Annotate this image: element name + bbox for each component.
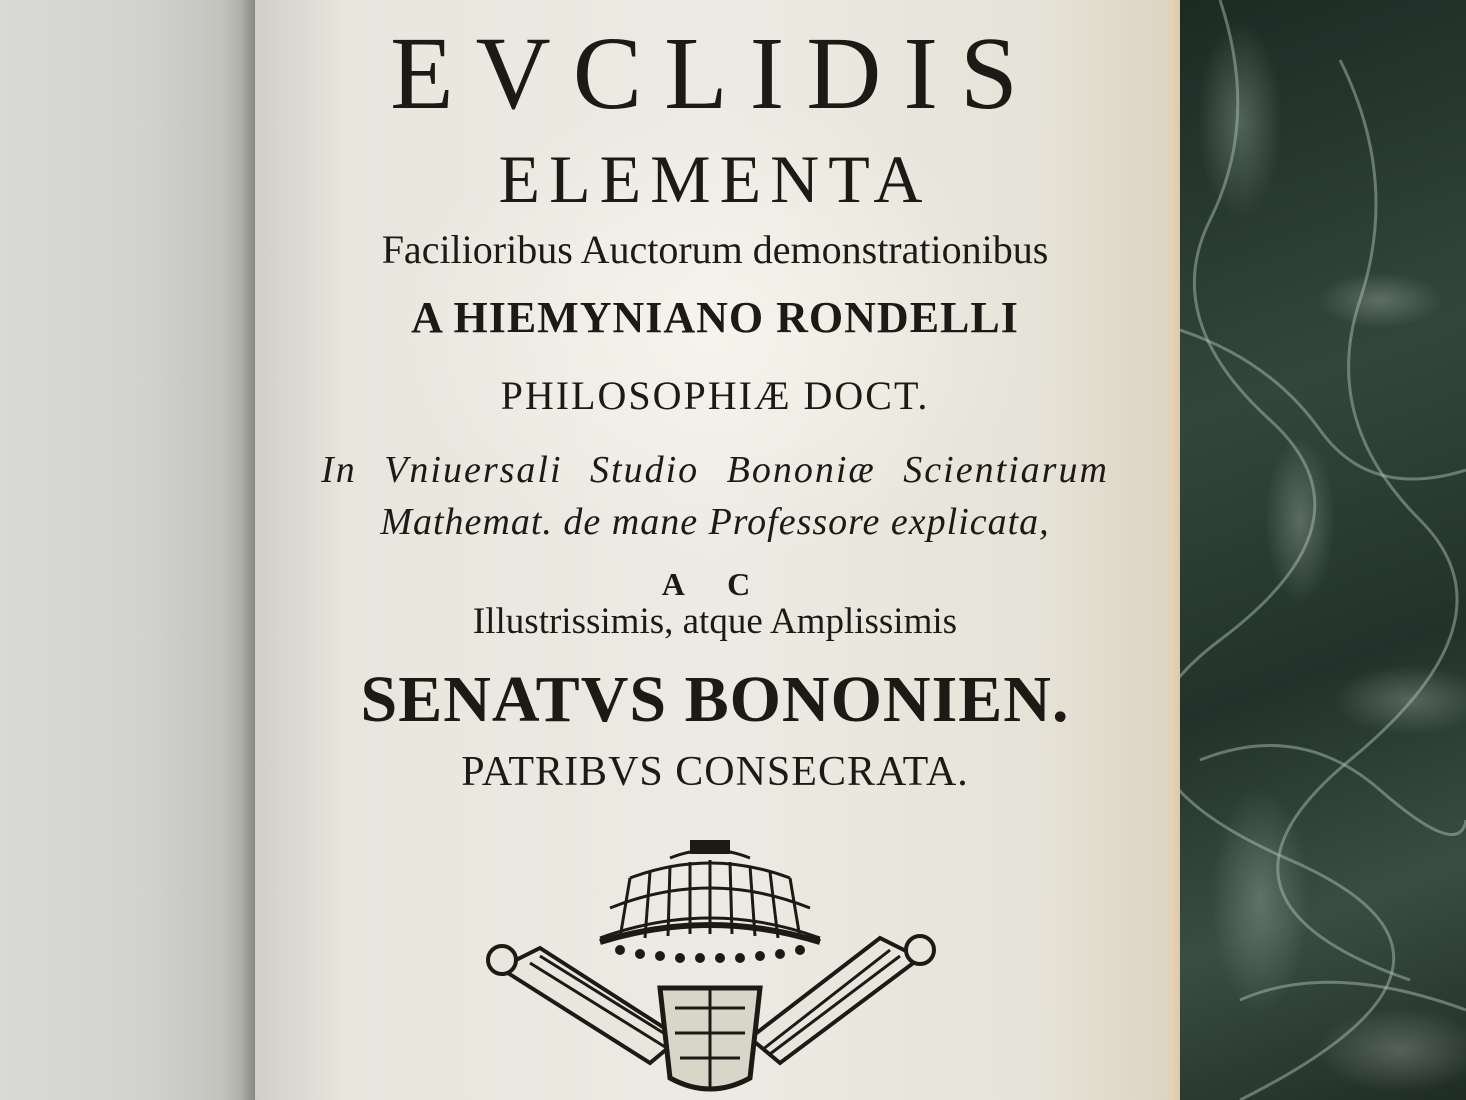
dedication-senate: SENATVS BONONIEN.	[360, 663, 1070, 736]
author-name: A HIEMYNIANO RONDELLI	[411, 293, 1019, 342]
marble-veins	[1180, 0, 1466, 1100]
title-page	[255, 0, 1175, 1100]
affiliation-line-1: In Vniuersali Studio Bononiæ Scientiarum	[321, 449, 1109, 491]
dedication-fathers: PATRIBVS CONSECRATA.	[461, 749, 969, 795]
printer-device-woodcut	[480, 838, 940, 1100]
subtitle-demonstrations: Facilioribus Auctorum demonstrationibus	[381, 227, 1049, 272]
title-euclidis: EVCLIDIS	[390, 16, 1040, 131]
facing-blank-page	[0, 0, 262, 1100]
marble-tabletop	[1180, 0, 1466, 1100]
dedication-line-1: Illustrissimis, atque Amplissimis	[472, 601, 958, 642]
affiliation-line-2: Mathemat. de mane Professore explicata,	[380, 501, 1050, 543]
conjunction-ac: A C	[661, 566, 769, 602]
title-elementa: ELEMENTA	[498, 141, 932, 217]
author-degree: PHILOSOPHIÆ DOCT.	[500, 373, 930, 418]
